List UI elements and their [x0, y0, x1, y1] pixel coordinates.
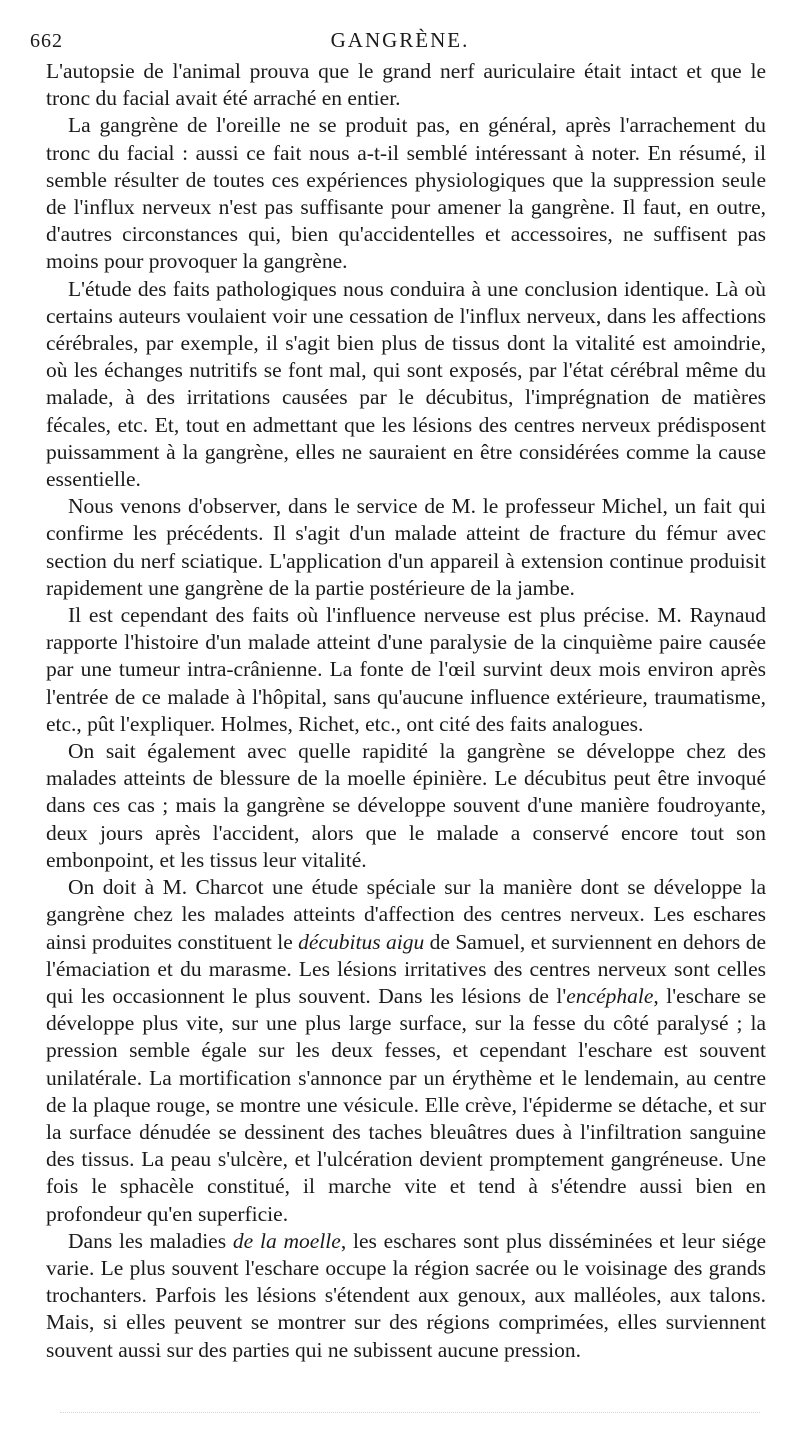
paragraph-moelle-part-2: , les eschares sont plus disséminées et leur siége varie. Le plus souvent l'eschare occupe la région sacrée ou le voisinage des grands trochanters. Parfois les lésions s'étendent aux genoux, aux malléoles, aux talons. Mais, si elles peuvent se montrer sur des régions comprimées, elles surviennent souvent aussi sur des parties qui ne subissent aucune pression.	[46, 1228, 766, 1362]
paragraph-moelle-part-1: Dans les maladies	[68, 1228, 233, 1253]
paragraph-charcot-part-1: On doit à M. Charcot une étude spéciale sur la manière dont se développe la gangrène chez les malades atteints d'affection des centres nerveux. Les eschares ainsi produites constituent le	[46, 875, 766, 954]
emphasis-decubitus-aigu: décubitus aigu	[298, 929, 425, 954]
page-number: 662	[30, 30, 63, 52]
paragraph-maladies-moelle	[46, 1228, 766, 1364]
paragraph-moelle-epiniere: On sait également avec quelle rapidité la gangrène se développe chez des malades atteints de blessure de la moelle épinière. Le décubitus peut être invoqué dans ces cas ; mais la gangrène se développe souvent d'une manière foudroyante, deux jours après l'accident, alors que le malade a conservé encore tout son embonpoint, et les tissus leur vitalité.	[46, 739, 766, 872]
paragraph-charcot-part-3: , l'eschare se développe plus vite, sur une plus large surface, sur la fesse du côté paralysé ; la pression semble égale sur les deux fesses, et cependant l'eschare est souvent unilatérale. La mortification s'annonce par un érythème et le lendemain, au centre de la plaque rouge, se montre une vésicule. Elle crève, l'épiderme se détache, et sur la surface dénudée se dessinent des taches bleuâtres dues à l'infiltration sanguine des tissus. La peau s'ulcère, et l'ulcération devient promptement gangréneuse. Une fois le sphacèle constitué, il marche vite et tend à s'étendre aussi bien en profondeur qu'en superficie.	[46, 983, 766, 1226]
paragraph-faits-pathologiques: L'étude des faits pathologiques nous conduira à une conclusion identique. Là où certains auteurs voulaient voir une cessation de l'influx nerveux, dans les affections cérébrales, par exemple, il s'agit bien plus de tissus dont la vitalité est amoindrie, où les échanges nutritifs se font mal, qui sont exposés, par l'état cérébral même du malade, à des irritations causées par le décubitus, l'imprégnation de matières fécales, etc. Et, tout en admettant que les lésions des centres nerveux prédisposent puissamment à la gangrène, elles ne sauraient en être considérées comme la cause essentielle.	[46, 276, 766, 492]
paragraph-charcot	[46, 874, 766, 1228]
body-text	[46, 58, 766, 1364]
footer-print-marks	[60, 1412, 760, 1417]
paragraph-gangrene-oreille: La gangrène de l'oreille ne se produit pas, en général, après l'arrachement du tronc du facial : aussi ce fait nous a-t-il semblé intéressant à noter. En résumé, il semble résulter de toutes ces expériences physiologiques que la suppression seule de l'influx nerveux n'est pas suffisante pour amener la gangrène. Il faut, en outre, d'autres circonstances qui, bien qu'accidentelles et accessoires, ne suffisent pas moins pour provoquer la gangrène.	[46, 113, 766, 274]
paragraph-raynaud: Il est cependant des faits où l'influence nerveuse est plus précise. M. Raynaud rapporte l'histoire d'un malade atteint d'une paralysie de la cinquième paire causée par une tumeur intra-crânienne. La fonte de l'œil survint deux mois environ après l'entrée de ce malade à l'hôpital, sans qu'aucune influence extérieure, traumatisme, etc., pût l'expliquer. Holmes, Richet, etc., ont cité des faits analogues.	[46, 603, 766, 736]
running-title: GANGRÈNE.	[330, 28, 470, 52]
paragraph-autopsie: L'autopsie de l'animal prouva que le grand nerf auriculaire était intact et que le tronc du facial avait été arraché en entier.	[46, 59, 766, 111]
emphasis-de-la-moelle: de la moelle	[232, 1228, 341, 1253]
emphasis-encephale: encéphale	[566, 983, 654, 1008]
paragraph-service-michel: Nous venons d'observer, dans le service de M. le professeur Michel, un fait qui confirme les précédents. Il s'agit d'un malade atteint de fracture du fémur avec section du nerf sciatique. L'application d'un appareil à extension continue produisit rapidement une gangrène de la partie postérieure de la jambe.	[46, 494, 766, 600]
page-header	[30, 28, 770, 58]
paragraph-charcot-part-2: de Samuel, et surviennent en dehors de l'émaciation et du marasme. Les lésions irritatives des centres nerveux sont celles qui les occasionnent le plus souvent. Dans les lésions de l'	[46, 929, 766, 1008]
